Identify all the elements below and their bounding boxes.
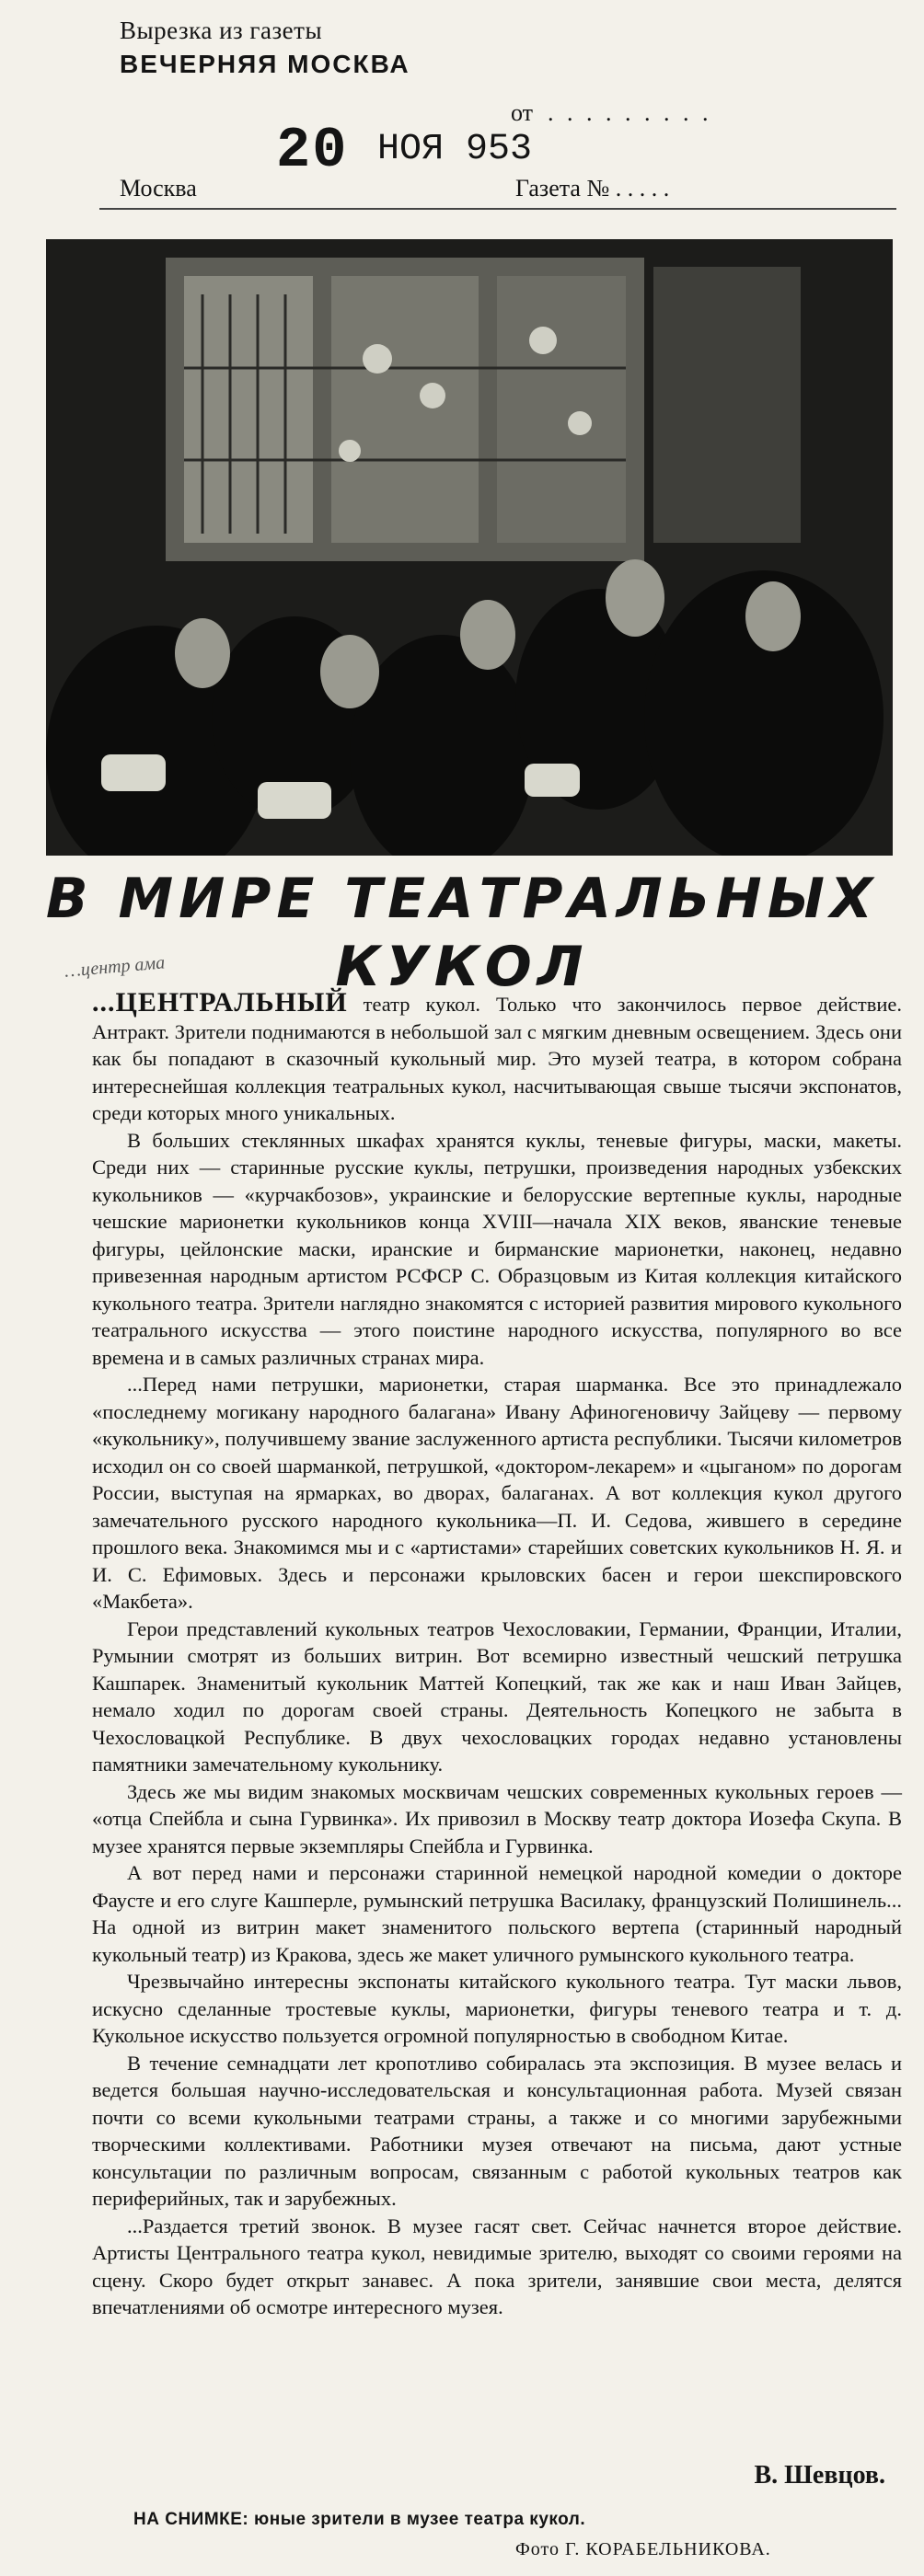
date-stamp-month-year: НОЯ 953: [377, 129, 533, 170]
lead-initial: ...Ц: [92, 987, 138, 1018]
city-label: Москва: [120, 175, 197, 201]
article-paragraph: ...Раздается третий звонок. В музее гасят свет. Сейчас начнется второе действие. Артисты Центрального театра кукол, невидимые зрителю, выходят со своими героями на сцену. Скоро будет открыт занавес. А пока зрители, занявшие свои места, делятся впечатлениями об осмотре интересного музея.: [92, 2214, 902, 2318]
article-paragraph: Герои представлений кукольных театров Чехословакии, Германии, Франции, Италии, Румынии смотрят из больших витрин. Вот всемирно известный чешский петрушка Кашпарек. Знаменитый кукольник Маттей Копецкий, так же как и наш Иван Зайцев, немало ходил по дорогам своей страны. Деятельность Копецкого не забыта в Чехословацкой Республике. В двух чехословацких городах недавно установлены памятники замечательному кукольнику.: [92, 1616, 902, 1776]
lead-word: ЕНТРАЛЬНЫЙ: [137, 987, 348, 1018]
article-paragraph: Здесь же мы видим знакомых москвичам чешских современных кукольных героев — «отца Спейбла и сына Гурвинка». Их привозил в Москву театр доктора Иозефа Скупа. В музее хранятся первые экземпляры Спейбла и Гурвинка.: [92, 1779, 902, 1857]
clipping-source-label: Вырезка из газеты: [120, 17, 323, 44]
article-author: В. Шевцов.: [754, 2461, 885, 2490]
article-paragraph: ...Перед нами петрушки, марионетки, старая шарманка. Все это принадлежало «последнему могикану народного балагана» Ивану Афиногеновичу Зайцеву — первому «кукольнику», получившему звание заслуженного артиста республики. Тысячи километров исходил он со своей шарманкой, петрушкой, «доктором-лекарем» и «цыганом» по дорогам России, выступая на ярмарках, во дворах, балаганах. А вот коллекция кукол другого замечательного русского народного кукольника—П. И. Седова, жившего в середине прошлого века. Знакомимся мы и с «артистами» старейших советских кукольников Н. Я. и И. С. Ефимовых. Здесь и персонажи крыловских басен и герои шекспировского «Макбета».: [92, 1373, 902, 1613]
article-paragraph: А вот перед нами и персонажи старинной немецкой народной комедии о докторе Фаусте и его слуге Кашперле, румынский петрушка Василаку, французский Полишинель... На одной из витрин макет знаменитого польского вертепа (старинный народный кукольный театр) из Кракова, здесь же макет уличного румынского кукольного театра.: [92, 1861, 902, 1966]
article-paragraph: Чрезвычайно интересны экспонаты китайского кукольного театра. Тут маски львов, искусно сделанные тростевые куклы, марионетки, фигуры теневого театра и т. д. Кукольное искусство пользуется огромной популярностью в свободном Китае.: [92, 1970, 902, 2047]
paragraph-text: театр кукол. Только что закончилось первое действие. Антракт. Зрители поднимаются в небольшой зал с мягким дневным освещением. Здесь они как бы попадают в сказочный кукольный мир. Это музей театра, в котором собрана интереснейшая коллекция театральных кукол, насчитывающая свыше тысячи экспонатов, среди которых много уникальных.: [92, 993, 902, 1124]
photo-museum-visitors-icon: [46, 239, 893, 856]
article-photo: [46, 239, 893, 856]
article-paragraph: [92, 989, 902, 1127]
headline-line-1: В МИРЕ ТЕАТРАЛЬНЫХ: [45, 867, 879, 931]
headline-line-2: КУКОЛ: [335, 935, 589, 999]
handwritten-annotation: …центр ама: [64, 952, 167, 982]
photo-caption: НА СНИМКЕ: юные зрители в музее театра кукол.: [133, 2510, 586, 2529]
from-label: от: [511, 99, 534, 126]
article-paragraph: В больших стеклянных шкафах хранятся куклы, теневые фигуры, маски, макеты. Среди них — старинные русские куклы, петрушки, произведения народных узбекских кукольников — «курчакбозов», украинские и белорусские вертепные куклы, народные чешские марионетки кукольников конца XVIII—начала XIX веков, яванские теневые фигуры, цейлонские маски, иранские и бирманские марионетки, наконец, недавно привезенная народным артистом РСФСР С. Образцовым из Китая коллекция китайского кукольного театра. Зрители наглядно знакомятся с историей развития мирового кукольного театрального искусства — этого поистине народного искусства, популярного во все времена и в самых различных странах мира.: [92, 1128, 902, 1369]
article-paragraph: В течение семнадцати лет кропотливо собиралась эта экспозиция. В музее велась и ведется большая научно-исследовательская и консультационная работа. Музей связан почти со всеми кукольными театрами страны, а также и со многими зарубежными творческими коллективами. Работники музея отвечают на письма, дают устные консультации по различным вопросам, связанным с работой кукольных театров как периферийных, так и зарубежных.: [92, 2051, 902, 2210]
date-stamp-day: 20: [276, 118, 349, 183]
article-headline: [0, 865, 924, 1001]
photo-credit: Фото Г. КОРАБЕЛЬНИКОВА.: [515, 2539, 771, 2559]
header-divider: [99, 208, 896, 210]
from-dots: . . . . . . . . .: [548, 99, 712, 126]
newspaper-name: ВЕЧЕРНЯЯ МОСКВА: [120, 50, 410, 78]
article-body: [92, 989, 902, 2321]
gazeta-number-label: Газета № . . . . .: [515, 175, 670, 201]
